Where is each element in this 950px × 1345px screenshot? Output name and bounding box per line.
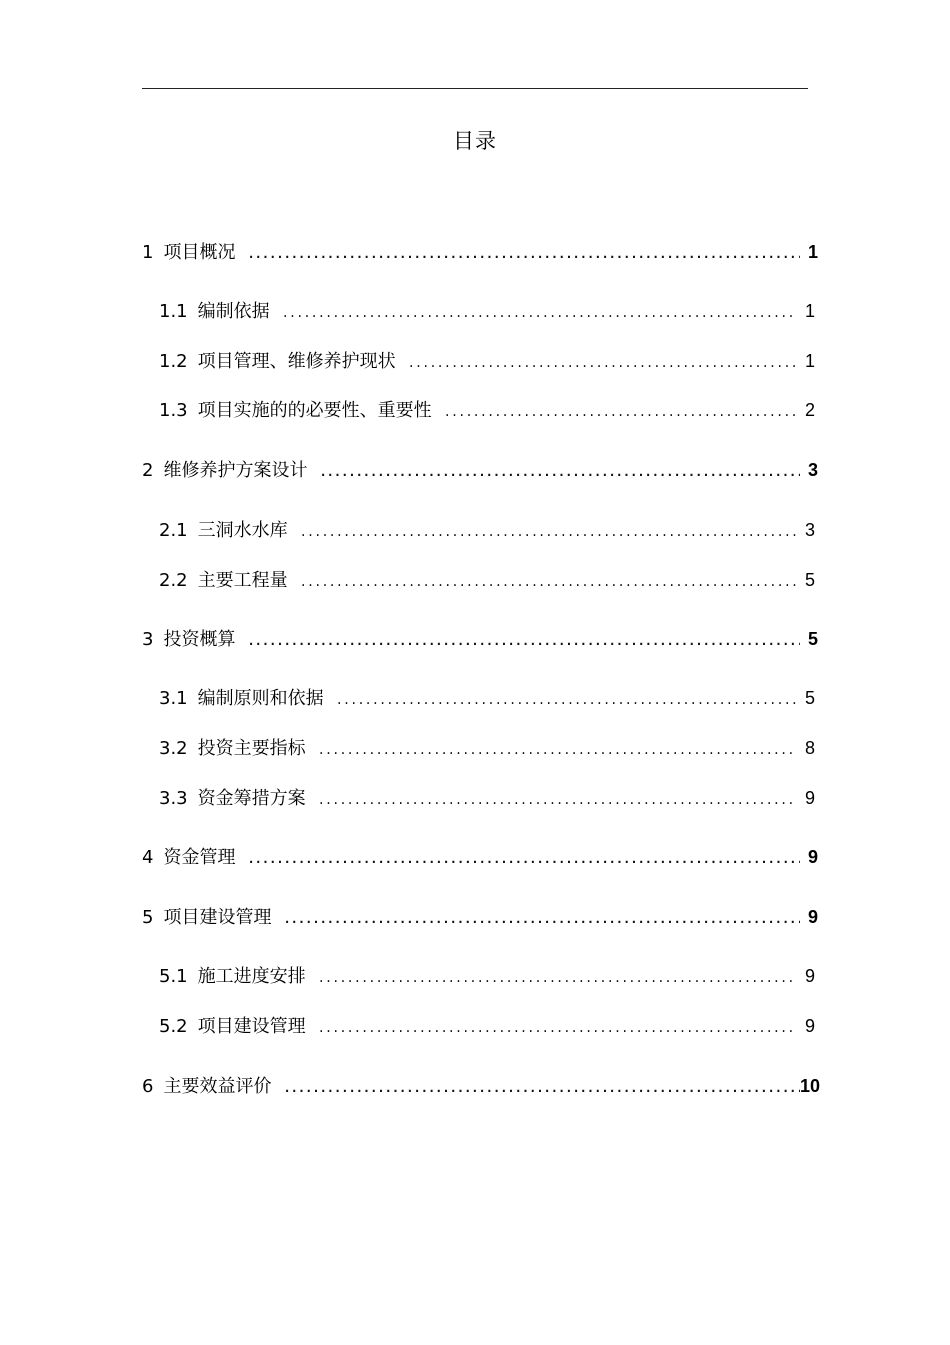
toc-entry-page: 9 xyxy=(807,907,818,927)
toc-dot-leader xyxy=(283,1074,800,1102)
toc-entry-number: 5.1 xyxy=(159,966,188,987)
toc-dot-leader xyxy=(408,349,797,377)
toc-entry-number: 3 xyxy=(142,629,154,650)
toc-entry[interactable] xyxy=(159,566,815,594)
toc-entry-page: 1 xyxy=(804,301,815,321)
toc-entry[interactable] xyxy=(159,297,815,325)
toc-entry[interactable] xyxy=(142,1072,821,1100)
toc-entry-page: 1 xyxy=(804,351,815,371)
toc-entry-label: 资金管理 xyxy=(163,847,236,868)
toc-entry-number: 3.1 xyxy=(159,688,188,709)
toc-dot-leader xyxy=(318,964,797,992)
toc-entry[interactable] xyxy=(159,962,815,990)
toc-entry[interactable] xyxy=(142,238,818,266)
toc-dot-leader xyxy=(283,905,800,933)
toc-entry-number: 1.2 xyxy=(159,351,188,372)
toc-dot-leader xyxy=(300,518,797,546)
toc-entry-label: 资金筹措方案 xyxy=(197,788,306,809)
toc-dot-leader xyxy=(318,736,797,764)
toc-entry-number: 3.3 xyxy=(159,788,188,809)
toc-dot-leader xyxy=(247,627,800,655)
toc-entry-label: 主要效益评价 xyxy=(163,1076,272,1097)
toc-entry-label: 编制依据 xyxy=(197,301,270,322)
toc-entry-page: 1 xyxy=(807,242,818,262)
toc-entry[interactable] xyxy=(159,347,815,375)
toc-entry-page: 10 xyxy=(800,1076,821,1096)
toc-entry-page: 9 xyxy=(804,966,815,986)
toc-entry-label: 编制原则和依据 xyxy=(197,688,324,709)
toc-entry-number: 6 xyxy=(142,1076,154,1097)
toc-entry[interactable] xyxy=(159,516,815,544)
toc-dot-leader xyxy=(247,240,800,268)
toc-entry-label: 三洞水水库 xyxy=(197,520,288,541)
toc-dot-leader xyxy=(444,398,797,426)
toc-entry[interactable] xyxy=(142,843,818,871)
toc-entry-page: 9 xyxy=(807,847,818,867)
toc-entry[interactable] xyxy=(159,734,815,762)
toc-entry-page: 5 xyxy=(804,570,815,590)
toc-entry-page: 8 xyxy=(804,738,815,758)
toc-entry[interactable] xyxy=(142,625,818,653)
toc-entry[interactable] xyxy=(159,784,815,812)
toc-entry-label: 项目建设管理 xyxy=(163,907,272,928)
toc-entry-page: 2 xyxy=(804,400,815,420)
toc-dot-leader xyxy=(318,786,797,814)
toc-entry[interactable] xyxy=(159,396,815,424)
toc-dot-leader xyxy=(300,568,797,596)
toc-entry-number: 1.3 xyxy=(159,400,188,421)
toc-entry-number: 5 xyxy=(142,907,154,928)
toc-title: 目录 xyxy=(453,129,497,153)
toc-entry[interactable] xyxy=(142,903,818,931)
toc-entry-page: 5 xyxy=(807,629,818,649)
toc-entry-number: 2 xyxy=(142,460,154,481)
toc-entry-label: 项目建设管理 xyxy=(197,1016,306,1037)
toc-entry-number: 4 xyxy=(142,847,154,868)
toc-dot-leader xyxy=(282,299,797,327)
toc-entry-page: 9 xyxy=(804,788,815,808)
toc-dot-leader xyxy=(247,845,800,873)
toc-entry-number: 3.2 xyxy=(159,738,188,759)
toc-dot-leader xyxy=(319,458,800,486)
toc-entry-label: 维修养护方案设计 xyxy=(163,460,308,481)
toc-entry-label: 项目管理、维修养护现状 xyxy=(197,351,396,372)
toc-entry-label: 主要工程量 xyxy=(197,570,288,591)
toc-entry-label: 项目概况 xyxy=(163,242,236,263)
toc-entry-page: 9 xyxy=(804,1016,815,1036)
toc-entry-label: 投资概算 xyxy=(163,629,236,650)
toc-entry[interactable] xyxy=(142,456,818,484)
toc-entry-page: 5 xyxy=(804,688,815,708)
toc-entry-number: 5.2 xyxy=(159,1016,188,1037)
toc-entry-label: 施工进度安排 xyxy=(197,966,306,987)
toc-dot-leader xyxy=(318,1014,797,1042)
toc-entry-label: 投资主要指标 xyxy=(197,738,306,759)
toc-entry-number: 2.2 xyxy=(159,570,188,591)
toc-entry[interactable] xyxy=(159,1012,815,1040)
toc-entry-number: 2.1 xyxy=(159,520,188,541)
toc-entry[interactable] xyxy=(159,684,815,712)
toc-entry-label: 项目实施的的必要性、重要性 xyxy=(197,400,432,421)
toc-entry-number: 1 xyxy=(142,242,154,263)
toc-dot-leader xyxy=(336,686,797,714)
toc-entry-number: 1.1 xyxy=(159,301,188,322)
toc-entry-page: 3 xyxy=(804,520,815,540)
toc-entry-page: 3 xyxy=(807,460,818,480)
